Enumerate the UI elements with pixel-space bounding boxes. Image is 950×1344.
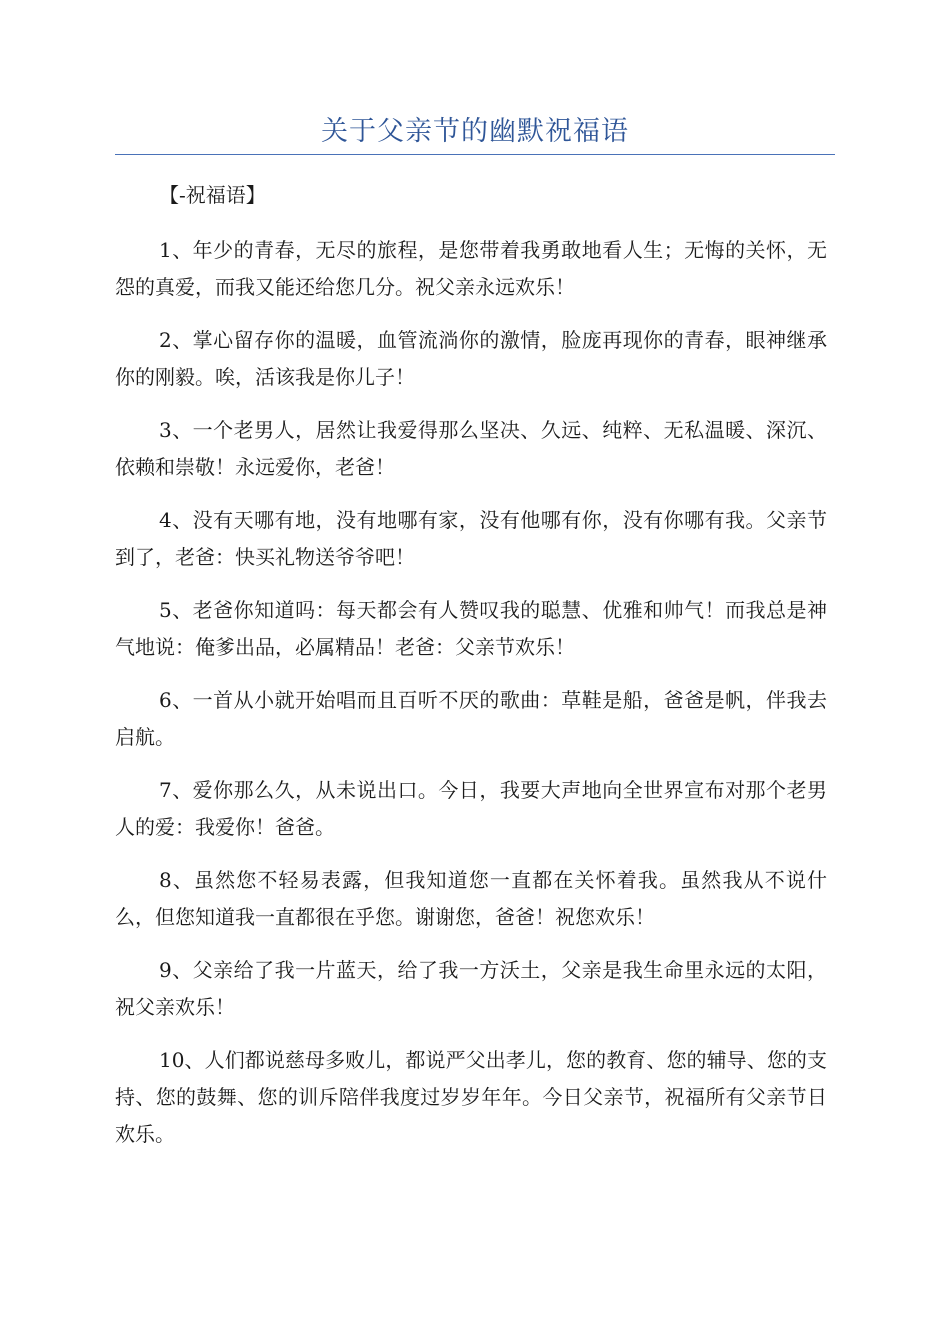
page-title: 关于父亲节的幽默祝福语 [321,116,629,147]
paragraph-2: 2、掌心留存你的温暖，血管流淌你的激情，脸庞再现你的青春，眼神继承你的刚毅。唉，活该我是你儿子！ [115,328,827,389]
paragraph-7: 7、爱你那么久，从未说出口。今日，我要大声地向全世界宣布对那个老男人的爱：我爱你！爸爸。 [115,778,827,839]
paragraph-10: 10、人们都说慈母多败儿，都说严父出孝儿，您的教育、您的辅导、您的支持、您的鼓舞、您的训斥陪伴我度过岁岁年年。今日父亲节，祝福所有父亲节日欢乐。 [115,1048,827,1146]
paragraph-5: 5、老爸你知道吗：每天都会有人赞叹我的聪慧、优雅和帅气！而我总是神气地说：俺爹出品，必属精品！老爸：父亲节欢乐！ [115,598,827,659]
paragraph-6: 6、一首从小就开始唱而且百听不厌的歌曲：草鞋是船，爸爸是帆，伴我去启航。 [115,688,827,749]
document-body [115,176,827,1169]
paragraph-4: 4、没有天哪有地，没有地哪有家，没有他哪有你，没有你哪有我。父亲节到了，老爸：快买礼物送爷爷吧！ [115,508,827,569]
paragraph-8: 8、虽然您不轻易表露，但我知道您一直都在关怀着我。虽然我从不说什么，但您知道我一直都很在乎您。谢谢您，爸爸！祝您欢乐！ [115,868,827,929]
section-heading: 【-祝福语】 [159,183,266,207]
paragraph-1: 1、年少的青春，无尽的旅程，是您带着我勇敢地看人生；无悔的关怀，无怨的真爱，而我又能还给您几分。祝父亲永远欢乐！ [115,238,827,299]
paragraph-3: 3、一个老男人，居然让我爱得那么坚决、久远、纯粹、无私温暖、深沉、依赖和崇敬！永远爱你，老爸！ [115,418,827,479]
paragraph-9: 9、父亲给了我一片蓝天，给了我一方沃土，父亲是我生命里永远的太阳，祝父亲欢乐！ [115,958,827,1019]
title-underline [115,154,835,155]
